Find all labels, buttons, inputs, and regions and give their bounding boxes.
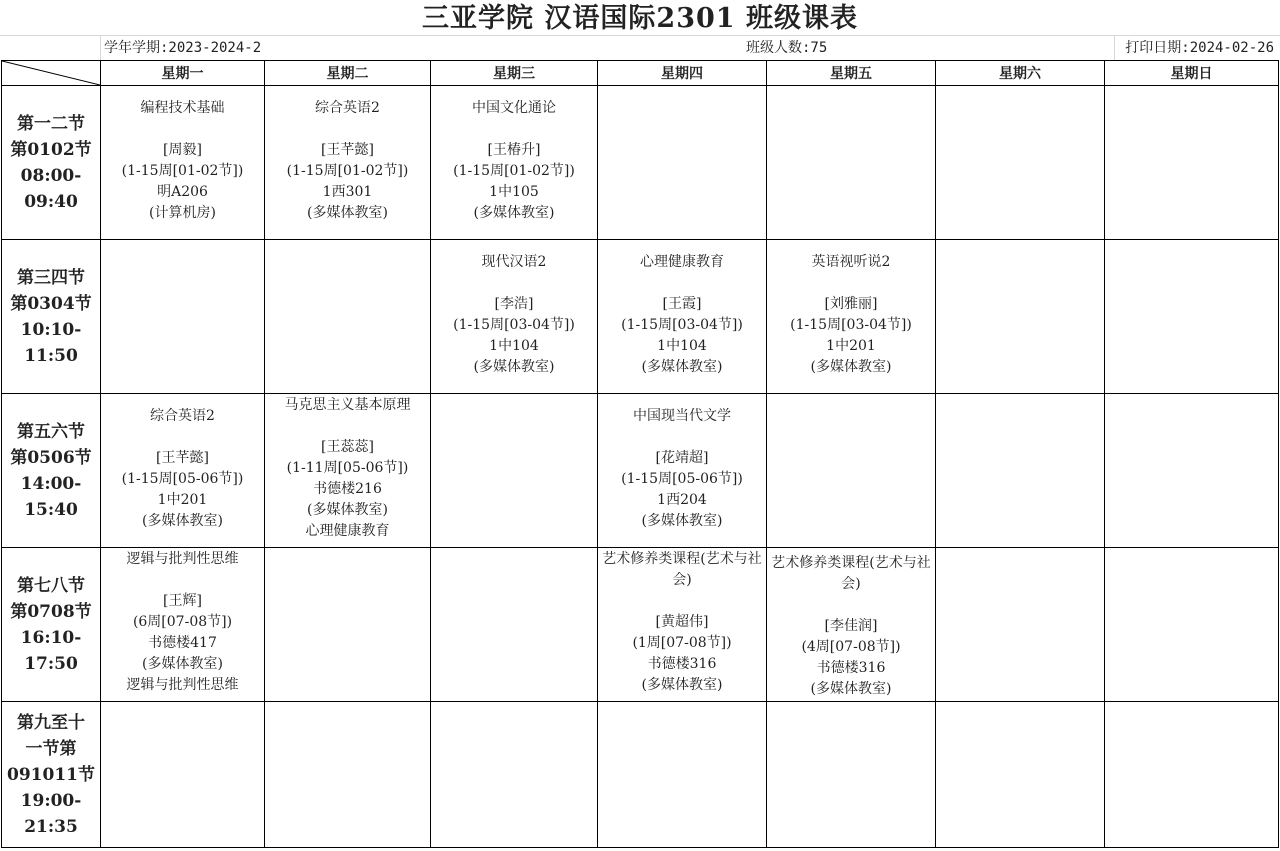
course-teacher: [王芊懿] [156, 450, 209, 466]
course-cell[interactable] [101, 548, 265, 702]
course-cell[interactable] [101, 394, 265, 548]
course-room: 1西301 [322, 184, 373, 200]
period-label: 第五六节 第0506节 14:00- 15:40 [2, 394, 101, 548]
empty-cell [431, 548, 598, 702]
course-cell[interactable] [101, 86, 265, 240]
empty-cell [1105, 394, 1279, 548]
period-label: 第三四节 第0304节 10:10- 11:50 [2, 240, 101, 394]
empty-cell [1105, 702, 1279, 848]
period-row [2, 702, 1279, 848]
course-weeks: (6周[07-08节]) [132, 614, 233, 630]
course-room: 1中105 [489, 184, 539, 200]
course-weeks: (1-15周[01-02节]) [121, 163, 244, 179]
empty-cell [767, 394, 936, 548]
course-cell[interactable] [598, 394, 767, 548]
period-label: 第一二节 第0102节 08:00- 09:40 [2, 86, 101, 240]
empty-cell [1105, 86, 1279, 240]
course-cell[interactable] [431, 86, 598, 240]
empty-cell [1105, 548, 1279, 702]
course-room-type: (多媒体教室) [641, 513, 723, 529]
course-room-type: (多媒体教室) [142, 513, 223, 529]
class-size-label: 班级人数:75 [746, 40, 828, 56]
course-cell[interactable] [265, 86, 431, 240]
course-name: 中国现当代文学 [633, 408, 731, 424]
course-teacher: [李浩] [494, 296, 534, 312]
course-teacher: [黄超伟] [655, 614, 709, 630]
diagonal-line-icon [2, 61, 100, 85]
empty-cell [598, 86, 767, 240]
empty-cell [431, 394, 598, 548]
course-room: 1中201 [826, 338, 876, 354]
course-name: 综合英语2 [315, 100, 380, 116]
empty-cell [936, 240, 1105, 394]
course-teacher: [花靖超] [655, 450, 709, 466]
empty-cell [1105, 240, 1279, 394]
course-name: 艺术修养类课程(艺术与社会) [602, 551, 762, 588]
empty-cell [101, 240, 265, 394]
day-header: 星期一 [101, 61, 265, 86]
course-room: 1中104 [489, 338, 539, 354]
period-row [2, 394, 1279, 548]
empty-cell [936, 548, 1105, 702]
course-room-type: (多媒体教室) [473, 205, 555, 221]
course-name: 逻辑与批判性思维 [126, 551, 239, 567]
course-room: 1中104 [657, 338, 707, 354]
empty-cell [767, 86, 936, 240]
course-teacher: [周毅] [163, 142, 202, 158]
course-room-type: (多媒体教室) [307, 502, 388, 518]
course-room-type: (多媒体教室) [641, 677, 723, 693]
day-header: 星期五 [767, 61, 936, 86]
course-teacher: [王蕊蕊] [321, 439, 374, 455]
course-room: 1西204 [657, 492, 707, 508]
course-extra: 逻辑与批判性思维 [126, 677, 239, 693]
page-title: 三亚学院 汉语国际2301 班级课表 [422, 3, 858, 34]
course-weeks: (1-15周[05-06节]) [121, 471, 244, 487]
course-room-type: (多媒体教室) [810, 681, 892, 697]
course-teacher: [王椿升] [487, 142, 541, 158]
empty-cell [265, 240, 431, 394]
course-name: 艺术修养类课程(艺术与社会) [771, 555, 931, 592]
empty-cell [265, 548, 431, 702]
course-cell[interactable] [431, 240, 598, 394]
period-row [2, 86, 1279, 240]
empty-cell [101, 702, 265, 848]
period-row [2, 548, 1279, 702]
course-room-type: (多媒体教室) [307, 205, 388, 221]
timetable [1, 60, 1279, 848]
course-teacher: [王芊懿] [321, 142, 374, 158]
period-label: 第九至十 一节第 091011节 19:00- 21:35 [2, 702, 101, 848]
course-weeks: (1-15周[03-04节]) [790, 317, 912, 333]
course-weeks: (1-15周[01-02节]) [453, 163, 575, 179]
course-teacher: [刘雅丽] [824, 296, 878, 312]
day-header-row [2, 61, 1279, 86]
course-weeks: (1-15周[03-04节]) [453, 317, 575, 333]
course-weeks: (4周[07-08节]) [801, 639, 901, 655]
course-room: 1中201 [157, 492, 208, 508]
course-teacher: [王辉] [163, 593, 202, 609]
course-room-type: (多媒体教室) [142, 656, 223, 672]
period-row [2, 240, 1279, 394]
course-extra: 心理健康教育 [305, 523, 390, 539]
day-header: 星期二 [265, 61, 431, 86]
course-weeks: (1-15周[05-06节]) [621, 471, 743, 487]
course-name: 现代汉语2 [481, 254, 547, 270]
course-room: 书德楼216 [313, 481, 382, 497]
course-cell[interactable] [265, 394, 431, 548]
course-room: 书德楼316 [816, 660, 886, 676]
course-name: 综合英语2 [150, 408, 215, 424]
course-room-type: (多媒体教室) [473, 359, 555, 375]
empty-cell [767, 702, 936, 848]
empty-cell [431, 702, 598, 848]
print-date-label: 打印日期:2024-02-26 [1125, 40, 1274, 56]
empty-cell [936, 86, 1105, 240]
course-room: 书德楼316 [647, 656, 717, 672]
course-name: 中国文化通论 [472, 100, 556, 116]
course-teacher: [李佳润] [824, 618, 878, 634]
course-weeks: (1-11周[05-06节]) [286, 460, 409, 476]
course-cell[interactable] [767, 548, 936, 702]
course-weeks: (1周[07-08节]) [632, 635, 732, 651]
course-room: 书德楼417 [148, 635, 217, 651]
course-name: 编程技术基础 [140, 100, 225, 116]
course-room-type: (多媒体教室) [810, 359, 892, 375]
course-name: 心理健康教育 [640, 254, 724, 270]
period-label: 第七八节 第0708节 16:10- 17:50 [2, 548, 101, 702]
course-name: 英语视听说2 [811, 254, 891, 270]
day-header: 星期四 [598, 61, 767, 86]
course-room-type: (计算机房) [149, 205, 216, 221]
course-room-type: (多媒体教室) [641, 359, 723, 375]
course-name: 马克思主义基本原理 [284, 397, 411, 413]
meta-divider [100, 36, 101, 60]
day-header: 星期三 [431, 61, 598, 86]
course-cell[interactable] [598, 240, 767, 394]
empty-cell [598, 702, 767, 848]
empty-cell [936, 394, 1105, 548]
course-cell[interactable] [767, 240, 936, 394]
semester-label: 学年学期:2023-2024-2 [104, 40, 262, 56]
course-room: 明A206 [157, 184, 208, 200]
empty-cell [265, 702, 431, 848]
course-weeks: (1-15周[01-02节]) [286, 163, 409, 179]
day-header: 星期日 [1105, 61, 1279, 86]
corner-cell [2, 61, 101, 86]
empty-cell [936, 702, 1105, 848]
meta-divider [1114, 36, 1115, 60]
day-header: 星期六 [936, 61, 1105, 86]
course-cell[interactable] [598, 548, 767, 702]
course-weeks: (1-15周[03-04节]) [621, 317, 743, 333]
course-teacher: [王霞] [662, 296, 702, 312]
